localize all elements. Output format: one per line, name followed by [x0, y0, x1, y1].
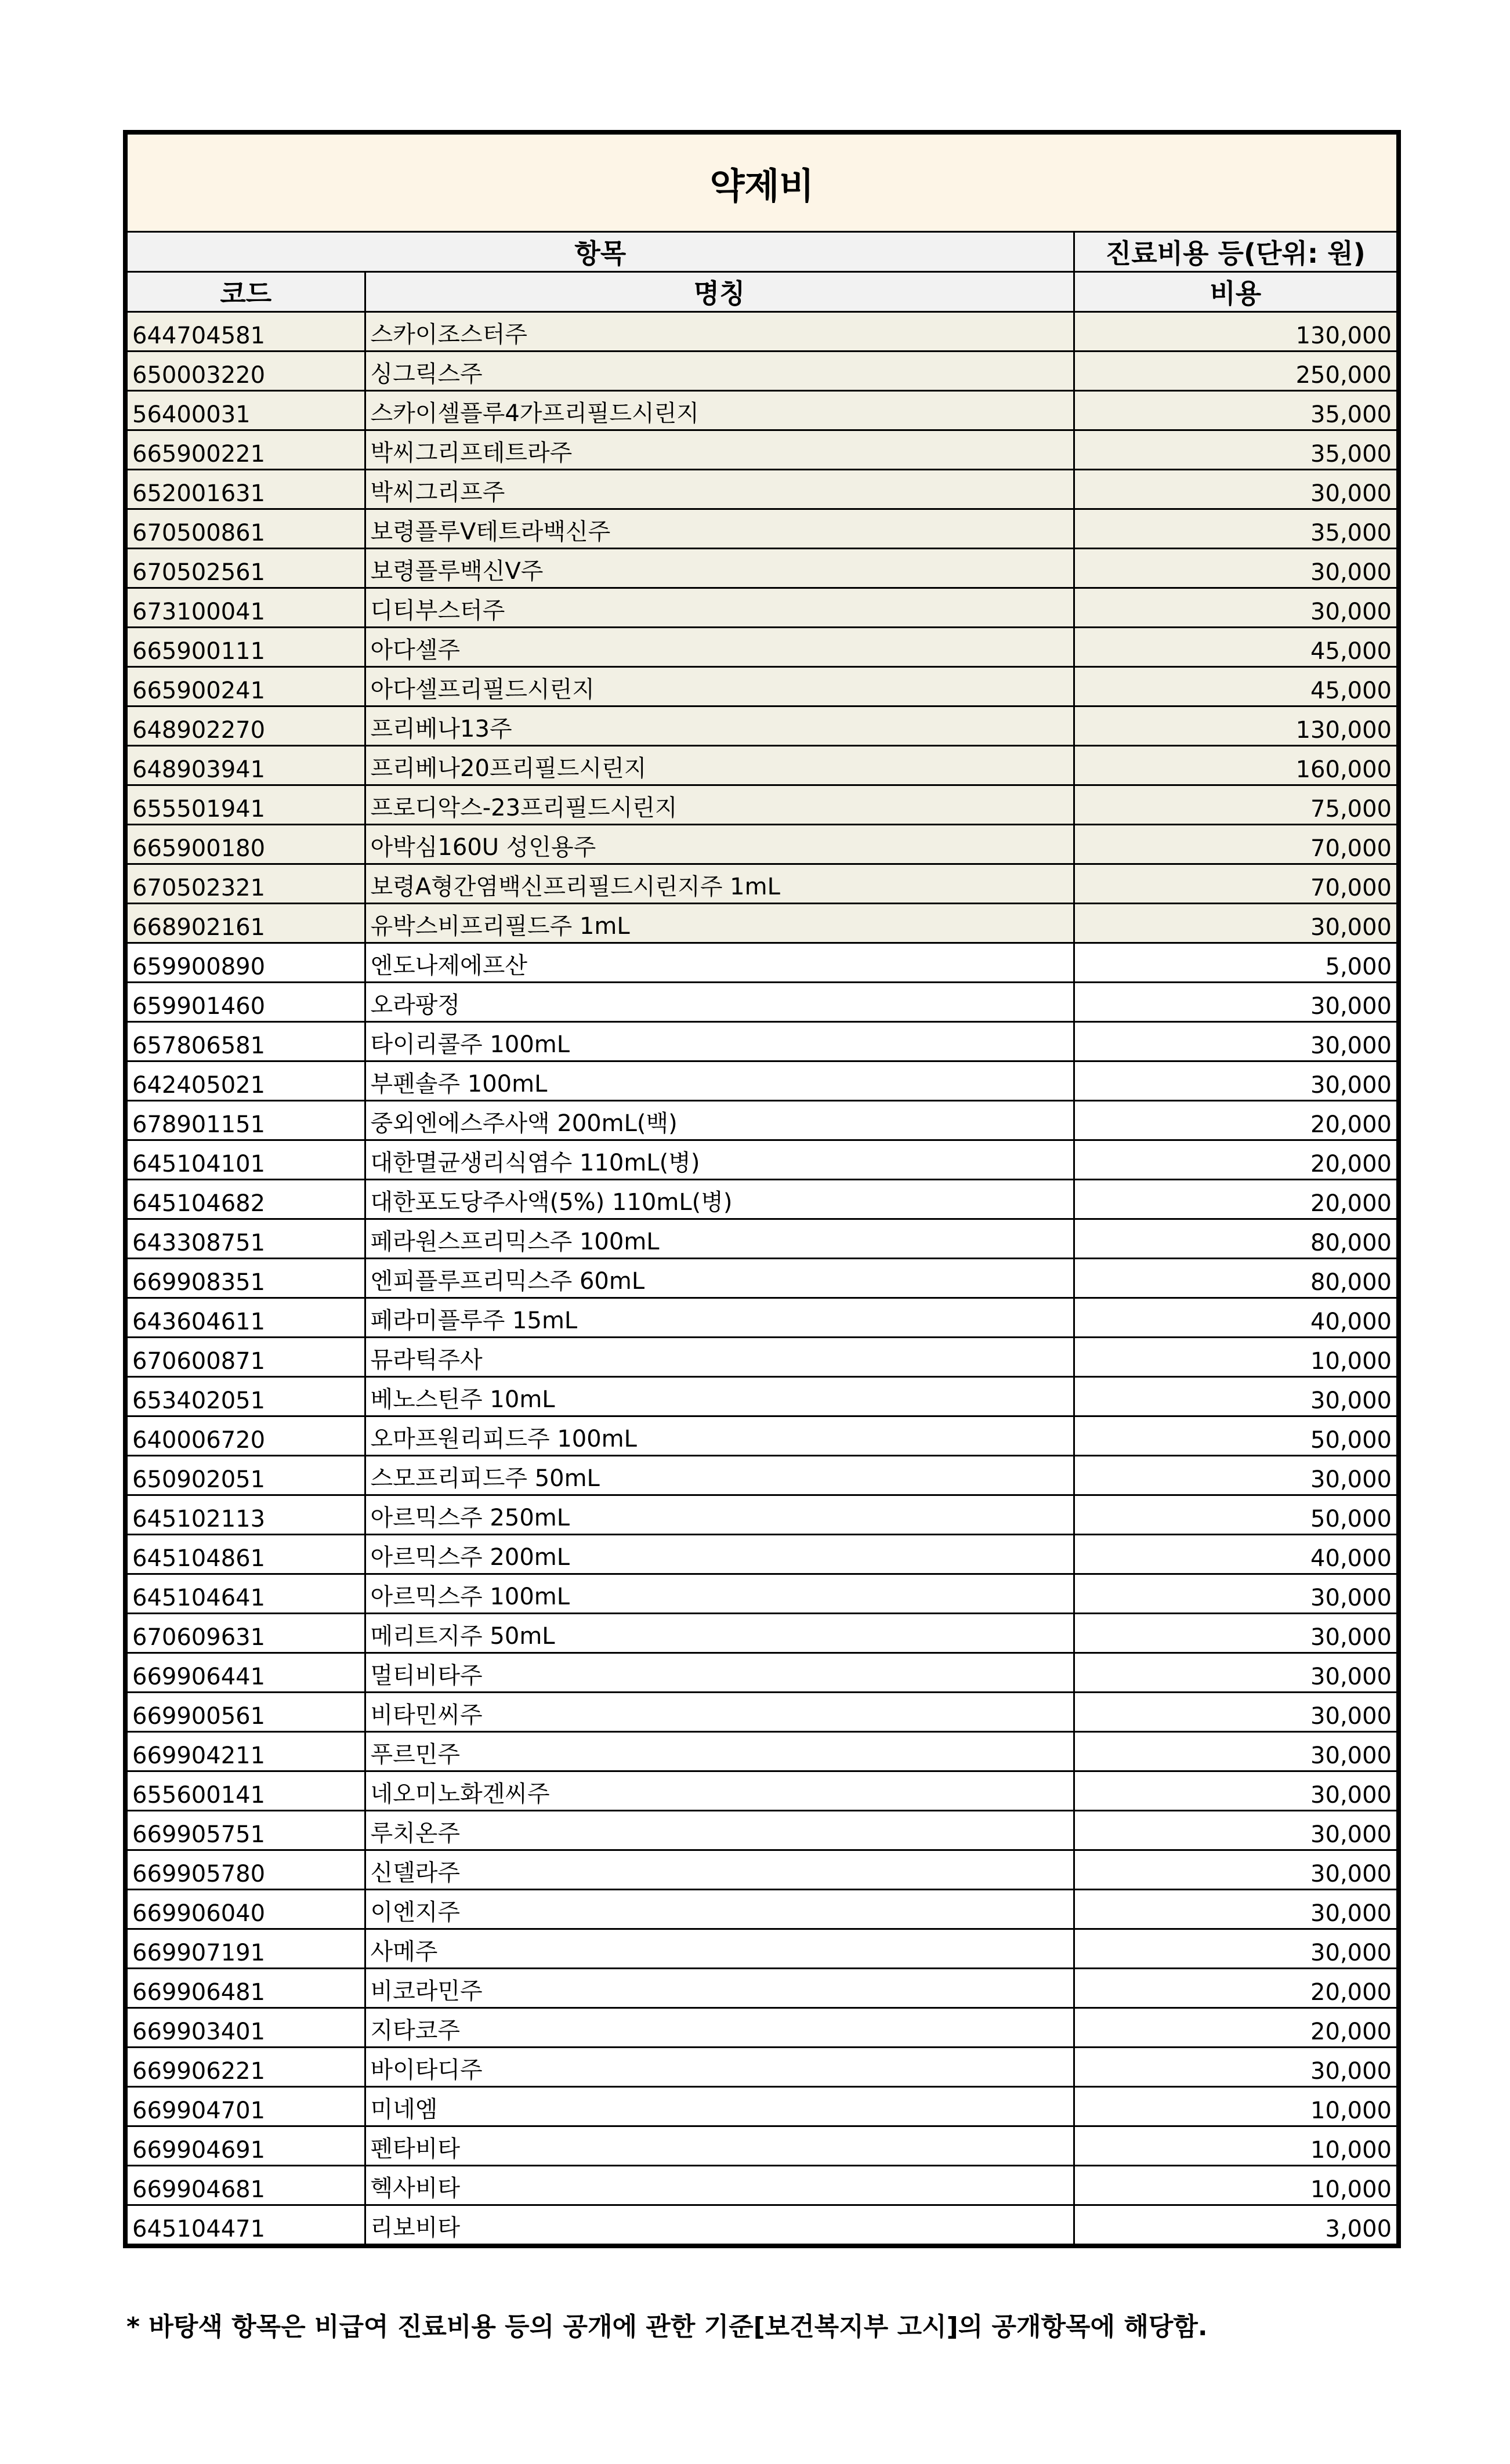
table-row — [125, 628, 1399, 667]
table-row — [125, 943, 1399, 983]
table-row — [125, 667, 1399, 706]
code-cell: 669907191 — [125, 1929, 365, 1969]
name-cell: 페라원스프리믹스주 100mL — [365, 1219, 1074, 1259]
cost-cell: 20,000 — [1074, 1101, 1399, 1140]
code-cell: 670609631 — [125, 1614, 365, 1653]
name-cell: 펜타비타 — [365, 2126, 1074, 2166]
cost-cell: 30,000 — [1074, 904, 1399, 943]
table-row — [125, 470, 1399, 509]
cost-cell: 30,000 — [1074, 1653, 1399, 1693]
name-cell: 아다셀주 — [365, 628, 1074, 667]
cost-cell: 35,000 — [1074, 430, 1399, 470]
name-cell: 프리베나20프리필드시린지 — [365, 746, 1074, 785]
fee-sheet — [123, 130, 1396, 2248]
code-cell: 643308751 — [125, 1219, 365, 1259]
cost-cell: 5,000 — [1074, 943, 1399, 983]
table-row — [125, 2166, 1399, 2205]
cost-cell: 10,000 — [1074, 2087, 1399, 2126]
name-cell: 대한멸균생리식염수 110mL(병) — [365, 1140, 1074, 1180]
code-cell: 669906481 — [125, 1969, 365, 2008]
name-cell: 보령플루V테트라백신주 — [365, 509, 1074, 549]
code-cell: 645104641 — [125, 1574, 365, 1614]
table-row — [125, 1298, 1399, 1338]
code-cell: 669906441 — [125, 1653, 365, 1693]
table-row — [125, 825, 1399, 864]
cost-cell: 70,000 — [1074, 825, 1399, 864]
table-title: 약제비 — [125, 132, 1399, 232]
table-row — [125, 312, 1399, 352]
table-row — [125, 1338, 1399, 1377]
cost-cell: 50,000 — [1074, 1495, 1399, 1535]
name-cell: 루치온주 — [365, 1811, 1074, 1850]
code-cell: 665900241 — [125, 667, 365, 706]
cost-cell: 20,000 — [1074, 2008, 1399, 2048]
cost-cell: 30,000 — [1074, 549, 1399, 588]
name-cell: 아르믹스주 250mL — [365, 1495, 1074, 1535]
table-row — [125, 746, 1399, 785]
name-cell: 오마프원리피드주 100mL — [365, 1416, 1074, 1456]
cost-cell: 80,000 — [1074, 1259, 1399, 1298]
code-cell: 642405021 — [125, 1061, 365, 1101]
code-cell: 645104101 — [125, 1140, 365, 1180]
table-row — [125, 1732, 1399, 1771]
name-cell: 오라팡정 — [365, 983, 1074, 1022]
code-cell: 670502321 — [125, 864, 365, 904]
code-cell: 648903941 — [125, 746, 365, 785]
code-cell: 665900221 — [125, 430, 365, 470]
table-row — [125, 2048, 1399, 2087]
code-cell: 56400031 — [125, 391, 365, 430]
table-row — [125, 1811, 1399, 1850]
name-cell: 이엔지주 — [365, 1890, 1074, 1929]
name-cell: 사메주 — [365, 1929, 1074, 1969]
name-column-header: 명칭 — [365, 272, 1074, 312]
table-row — [125, 2087, 1399, 2126]
code-cell: 670500861 — [125, 509, 365, 549]
table-row — [125, 904, 1399, 943]
cost-cell: 30,000 — [1074, 1377, 1399, 1416]
code-cell: 665900180 — [125, 825, 365, 864]
code-cell: 645104471 — [125, 2205, 365, 2246]
code-cell: 653402051 — [125, 1377, 365, 1416]
name-cell: 지타코주 — [365, 2008, 1074, 2048]
table-row — [125, 1969, 1399, 2008]
table-row — [125, 549, 1399, 588]
name-cell: 리보비타 — [365, 2205, 1074, 2246]
table-row — [125, 1929, 1399, 1969]
table-row — [125, 785, 1399, 825]
code-cell: 669904211 — [125, 1732, 365, 1771]
cost-cell: 30,000 — [1074, 1022, 1399, 1061]
name-cell: 타이리콜주 100mL — [365, 1022, 1074, 1061]
code-cell: 669904681 — [125, 2166, 365, 2205]
cost-cell: 40,000 — [1074, 1298, 1399, 1338]
table-row — [125, 509, 1399, 549]
table-row — [125, 588, 1399, 628]
cost-cell: 20,000 — [1074, 1180, 1399, 1219]
cost-cell: 30,000 — [1074, 1061, 1399, 1101]
table-row — [125, 1022, 1399, 1061]
table-row — [125, 1259, 1399, 1298]
table-row — [125, 1535, 1399, 1574]
table-row — [125, 1140, 1399, 1180]
cost-cell: 30,000 — [1074, 1890, 1399, 1929]
cost-cell: 75,000 — [1074, 785, 1399, 825]
table-row — [125, 1653, 1399, 1693]
name-cell: 박씨그리프테트라주 — [365, 430, 1074, 470]
cost-cell: 30,000 — [1074, 2048, 1399, 2087]
name-cell: 스카이조스터주 — [365, 312, 1074, 352]
table-row — [125, 391, 1399, 430]
drug-fee-table — [123, 130, 1401, 2248]
table-row — [125, 1219, 1399, 1259]
code-cell: 645102113 — [125, 1495, 365, 1535]
name-cell: 미네엠 — [365, 2087, 1074, 2126]
code-cell: 678901151 — [125, 1101, 365, 1140]
name-cell: 메리트지주 50mL — [365, 1614, 1074, 1653]
table-row — [125, 1180, 1399, 1219]
name-cell: 아르믹스주 200mL — [365, 1535, 1074, 1574]
cost-cell: 30,000 — [1074, 1614, 1399, 1653]
footnote: * 바탕색 항목은 비급여 진료비용 등의 공개에 관한 기준[보건복지부 고시]의 공개항목에 해당함. — [126, 2312, 1208, 2342]
code-cell: 668902161 — [125, 904, 365, 943]
name-cell: 프리베나13주 — [365, 706, 1074, 746]
cost-cell: 35,000 — [1074, 509, 1399, 549]
cost-cell: 30,000 — [1074, 1929, 1399, 1969]
name-cell: 스카이셀플루4가프리필드시린지 — [365, 391, 1074, 430]
table-row — [125, 864, 1399, 904]
table-row — [125, 430, 1399, 470]
cost-cell: 30,000 — [1074, 1456, 1399, 1495]
code-cell: 650902051 — [125, 1456, 365, 1495]
cost-cell: 70,000 — [1074, 864, 1399, 904]
cost-group-header: 진료비용 등(단위: 원) — [1074, 232, 1399, 272]
code-cell: 669903401 — [125, 2008, 365, 2048]
code-column-header: 코드 — [125, 272, 365, 312]
code-cell: 644704581 — [125, 312, 365, 352]
cost-cell: 35,000 — [1074, 391, 1399, 430]
code-cell: 669906221 — [125, 2048, 365, 2087]
name-cell: 신델라주 — [365, 1850, 1074, 1890]
cost-cell: 130,000 — [1074, 706, 1399, 746]
code-cell: 669905780 — [125, 1850, 365, 1890]
cost-cell: 30,000 — [1074, 470, 1399, 509]
cost-cell: 30,000 — [1074, 1811, 1399, 1850]
name-cell: 유박스비프리필드주 1mL — [365, 904, 1074, 943]
cost-cell: 30,000 — [1074, 1771, 1399, 1811]
name-cell: 박씨그리프주 — [365, 470, 1074, 509]
code-cell: 669908351 — [125, 1259, 365, 1298]
name-cell: 중외엔에스주사액 200mL(백) — [365, 1101, 1074, 1140]
cost-cell: 45,000 — [1074, 628, 1399, 667]
cost-cell: 45,000 — [1074, 667, 1399, 706]
code-cell: 669900561 — [125, 1693, 365, 1732]
name-cell: 엔도나제에프산 — [365, 943, 1074, 983]
cost-cell: 3,000 — [1074, 2205, 1399, 2246]
cost-cell: 130,000 — [1074, 312, 1399, 352]
code-cell: 640006720 — [125, 1416, 365, 1456]
name-cell: 페라미플루주 15mL — [365, 1298, 1074, 1338]
cost-cell: 10,000 — [1074, 1338, 1399, 1377]
code-cell: 673100041 — [125, 588, 365, 628]
code-cell: 670600871 — [125, 1338, 365, 1377]
table-row — [125, 2126, 1399, 2166]
name-cell: 아르믹스주 100mL — [365, 1574, 1074, 1614]
table-row — [125, 1574, 1399, 1614]
cost-cell: 40,000 — [1074, 1535, 1399, 1574]
table-row — [125, 1101, 1399, 1140]
code-cell: 657806581 — [125, 1022, 365, 1061]
code-cell: 650003220 — [125, 352, 365, 391]
code-cell: 655501941 — [125, 785, 365, 825]
name-cell: 푸르민주 — [365, 1732, 1074, 1771]
name-cell: 프로디악스-23프리필드시린지 — [365, 785, 1074, 825]
code-cell: 669904701 — [125, 2087, 365, 2126]
cost-cell: 30,000 — [1074, 588, 1399, 628]
table-row — [125, 706, 1399, 746]
name-cell: 멀티비타주 — [365, 1653, 1074, 1693]
code-cell: 669904691 — [125, 2126, 365, 2166]
cost-cell: 30,000 — [1074, 1574, 1399, 1614]
name-cell: 엔피플루프리믹스주 60mL — [365, 1259, 1074, 1298]
code-cell: 643604611 — [125, 1298, 365, 1338]
cost-cell: 80,000 — [1074, 1219, 1399, 1259]
table-row — [125, 1771, 1399, 1811]
table-row — [125, 2008, 1399, 2048]
cost-cell: 20,000 — [1074, 1969, 1399, 2008]
table-row — [125, 1495, 1399, 1535]
cost-cell: 30,000 — [1074, 1732, 1399, 1771]
table-row — [125, 1377, 1399, 1416]
name-cell: 베노스틴주 10mL — [365, 1377, 1074, 1416]
name-cell: 바이타디주 — [365, 2048, 1074, 2087]
cost-column-header: 비용 — [1074, 272, 1399, 312]
name-cell: 대한포도당주사액(5%) 110mL(병) — [365, 1180, 1074, 1219]
table-row — [125, 983, 1399, 1022]
cost-cell: 250,000 — [1074, 352, 1399, 391]
code-cell: 652001631 — [125, 470, 365, 509]
cost-cell: 30,000 — [1074, 1850, 1399, 1890]
cost-cell: 10,000 — [1074, 2166, 1399, 2205]
item-group-header: 항목 — [125, 232, 1074, 272]
table-row — [125, 1890, 1399, 1929]
code-cell: 645104682 — [125, 1180, 365, 1219]
code-cell: 669906040 — [125, 1890, 365, 1929]
table-row — [125, 1416, 1399, 1456]
cost-cell: 30,000 — [1074, 983, 1399, 1022]
cost-cell: 20,000 — [1074, 1140, 1399, 1180]
code-cell: 648902270 — [125, 706, 365, 746]
table-row — [125, 1456, 1399, 1495]
table-body — [125, 312, 1399, 2246]
code-cell: 659900890 — [125, 943, 365, 983]
code-cell: 669905751 — [125, 1811, 365, 1850]
name-cell: 비타민씨주 — [365, 1693, 1074, 1732]
table-row — [125, 1693, 1399, 1732]
name-cell: 헥사비타 — [365, 2166, 1074, 2205]
name-cell: 보령A형간염백신프리필드시린지주 1mL — [365, 864, 1074, 904]
code-cell: 655600141 — [125, 1771, 365, 1811]
name-cell: 아다셀프리필드시린지 — [365, 667, 1074, 706]
code-cell: 670502561 — [125, 549, 365, 588]
cost-cell: 10,000 — [1074, 2126, 1399, 2166]
code-cell: 659901460 — [125, 983, 365, 1022]
code-cell: 665900111 — [125, 628, 365, 667]
cost-cell: 50,000 — [1074, 1416, 1399, 1456]
name-cell: 네오미노화겐씨주 — [365, 1771, 1074, 1811]
name-cell: 스모프리피드주 50mL — [365, 1456, 1074, 1495]
cost-cell: 160,000 — [1074, 746, 1399, 785]
table-row — [125, 2205, 1399, 2246]
name-cell: 아박심160U 성인용주 — [365, 825, 1074, 864]
table-row — [125, 1850, 1399, 1890]
table-row — [125, 352, 1399, 391]
name-cell: 싱그릭스주 — [365, 352, 1074, 391]
name-cell: 부펜솔주 100mL — [365, 1061, 1074, 1101]
name-cell: 비코라민주 — [365, 1969, 1074, 2008]
name-cell: 디티부스터주 — [365, 588, 1074, 628]
table-row — [125, 1061, 1399, 1101]
name-cell: 뮤라틱주사 — [365, 1338, 1074, 1377]
name-cell: 보령플루백신V주 — [365, 549, 1074, 588]
table-row — [125, 1614, 1399, 1653]
cost-cell: 30,000 — [1074, 1693, 1399, 1732]
code-cell: 645104861 — [125, 1535, 365, 1574]
